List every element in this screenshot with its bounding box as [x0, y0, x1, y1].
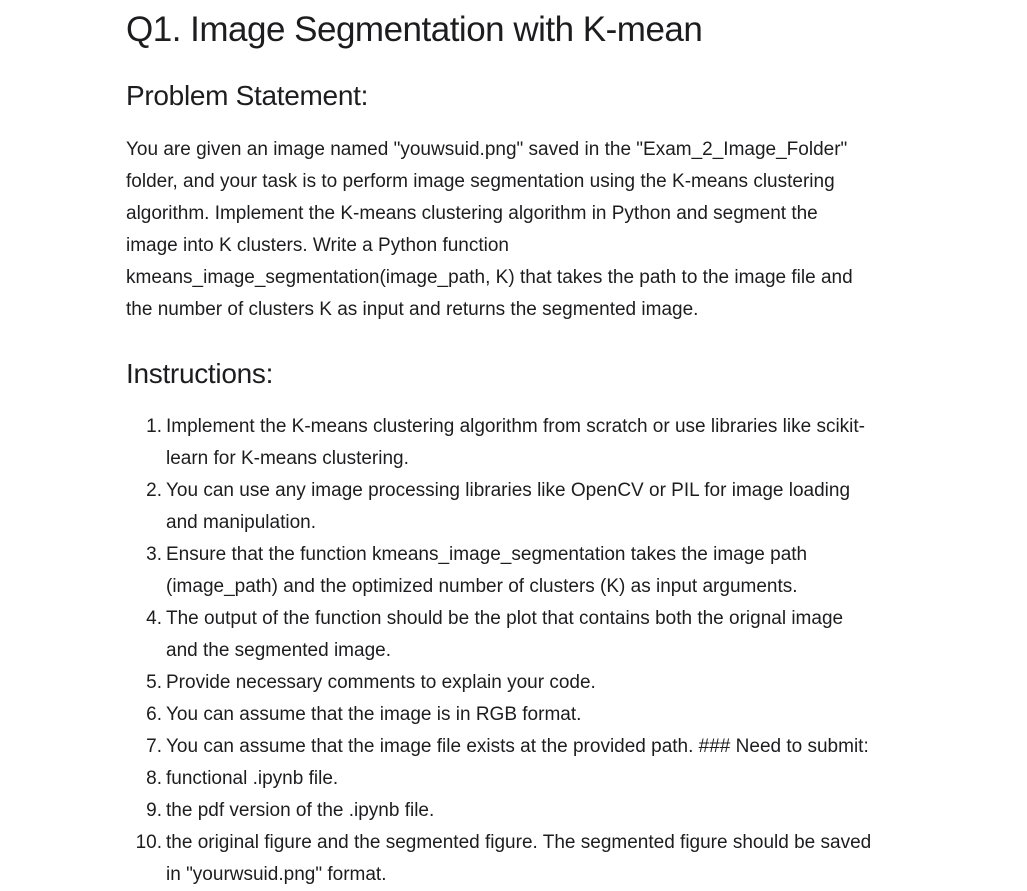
list-item-text: Provide necessary comments to explain your code. — [166, 672, 596, 693]
list-item-text: and the segmented image. — [166, 640, 391, 661]
list-item-text: You can assume that the image file exists at the provided path. ### Need to submit: — [166, 736, 869, 757]
list-item-number: 2. — [146, 480, 162, 501]
list-item-number: 5. — [146, 672, 162, 693]
paragraph-line: You are given an image named "youwsuid.png" saved in the "Exam_2_Image_Folder" — [126, 139, 848, 160]
list-item-text: You can assume that the image is in RGB format. — [166, 704, 582, 725]
list-item-number: 3. — [146, 544, 162, 565]
list-item — [126, 667, 946, 699]
list-item-number: 4. — [146, 608, 162, 629]
list-item-number: 8. — [146, 768, 162, 789]
list-item-text: functional .ipynb file. — [166, 768, 339, 789]
list-item-text: You can use any image processing libraries like OpenCV or PIL for image loading — [166, 480, 851, 501]
paragraph-line: the number of clusters K as input and returns the segmented image. — [126, 299, 699, 320]
list-item-number: 6. — [146, 704, 162, 725]
list-item — [126, 763, 946, 795]
list-item-text: the pdf version of the .ipynb file. — [166, 800, 435, 821]
paragraph-line: folder, and your task is to perform image segmentation using the K-means clustering — [126, 171, 835, 192]
list-item — [126, 827, 946, 891]
problem-statement-heading: Problem Statement: — [126, 80, 369, 111]
list-item-text: Implement the K-means clustering algorithm from scratch or use libraries like scikit- — [166, 416, 866, 437]
list-item-text: (image_path) and the optimized number of clusters (K) as input arguments. — [166, 576, 798, 597]
list-item-number: 10. — [135, 832, 162, 853]
paragraph-line: image into K clusters. Write a Python function — [126, 235, 509, 256]
list-item — [126, 603, 946, 667]
list-item — [126, 539, 946, 603]
list-item — [126, 795, 946, 827]
list-item — [126, 699, 946, 731]
instructions-list — [126, 411, 946, 891]
list-item-text: and manipulation. — [166, 512, 316, 533]
list-item-text: Ensure that the function kmeans_image_segmentation takes the image path — [166, 544, 808, 565]
list-item-number: 7. — [146, 736, 162, 757]
list-item-text: learn for K-means clustering. — [166, 448, 409, 469]
list-item-text: the original figure and the segmented figure. The segmented figure should be saved — [166, 832, 872, 853]
list-item-number: 9. — [146, 800, 162, 821]
list-item-text: in "yourwsuid.png" format. — [166, 864, 387, 885]
problem-statement-paragraph — [126, 134, 936, 326]
list-item-number: 1. — [146, 416, 162, 437]
list-item-text: The output of the function should be the plot that contains both the orignal image — [166, 608, 844, 629]
list-item — [126, 475, 946, 539]
paragraph-line: algorithm. Implement the K-means clustering algorithm in Python and segment the — [126, 203, 818, 224]
instructions-heading: Instructions: — [126, 358, 274, 389]
list-item — [126, 731, 946, 763]
page-title: Q1. Image Segmentation with K-mean — [126, 10, 703, 49]
paragraph-line: kmeans_image_segmentation(image_path, K) that takes the path to the image file and — [126, 267, 853, 288]
list-item — [126, 411, 946, 475]
